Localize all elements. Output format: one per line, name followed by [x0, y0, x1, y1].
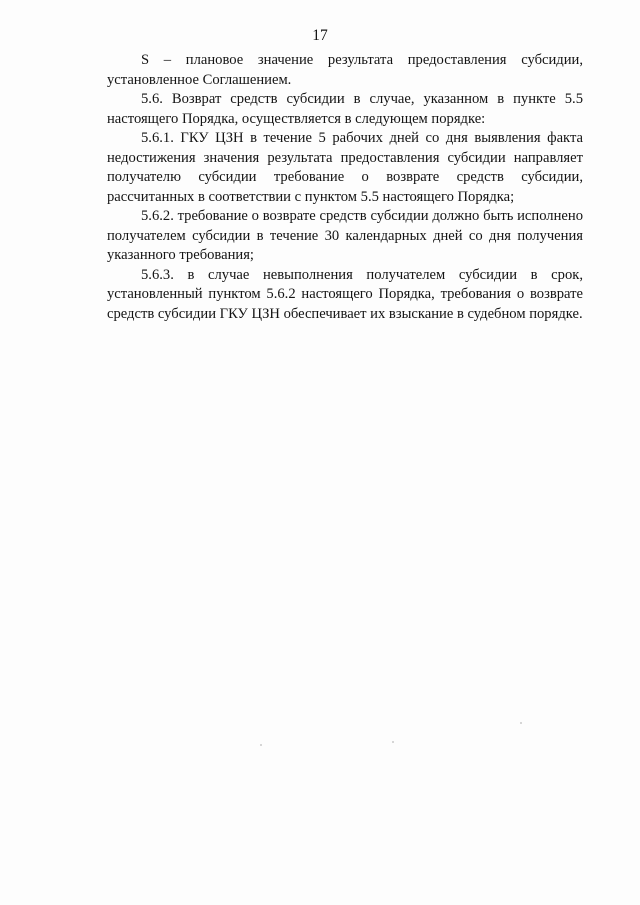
paragraph-5-6-1: 5.6.1. ГКУ ЦЗН в течение 5 рабочих дней со дня выявления факта недостижения значения результата предоставления субсидии направляет получателю субсидии требование о возврате средств субсидии, рассчитанных в соответствии с пунктом 5.5 настоящего Порядка;: [107, 130, 583, 205]
paragraph-s-definition: S – плановое значение результата предоставления субсидии, установленное Соглашением.: [107, 52, 583, 88]
paragraph-5-6: 5.6. Возврат средств субсидии в случае, указанном в пункте 5.5 настоящего Порядка, осуществляется в следующем порядке:: [107, 91, 583, 127]
scan-speck: [260, 744, 262, 746]
paragraph-5-6-2: 5.6.2. требование о возврате средств субсидии должно быть исполнено получателем субсидии в течение 30 календарных дней со дня получения указанного требования;: [107, 208, 583, 263]
scan-speck: [520, 722, 522, 724]
page-number: 17: [312, 27, 328, 44]
paragraph-5-6-3: 5.6.3. в случае невыполнения получателем субсидии в срок, установленный пунктом 5.6.2 настоящего Порядка, требования о возврате средств субсидии ГКУ ЦЗН обеспечивает их взыскание в судебном порядке.: [107, 266, 583, 322]
page-body: [107, 51, 583, 324]
scan-speck: [392, 741, 394, 743]
